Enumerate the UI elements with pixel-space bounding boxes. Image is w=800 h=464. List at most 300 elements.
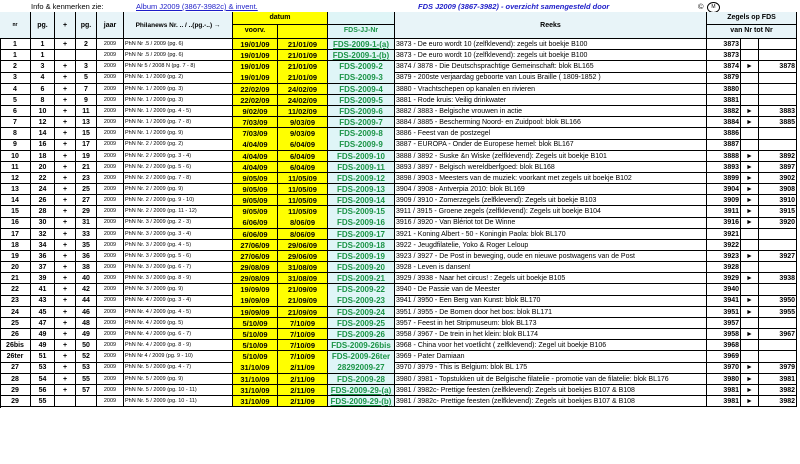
cell-phn: PhN Nr. 2 / 2009 (pg. 11 - 12) (124, 206, 233, 217)
cell-tot: 3938 (759, 273, 797, 284)
cell-reeks: 3921 - Koning Albert - 50 - Koningin Paola: blok BL170 (395, 229, 707, 240)
cell-fds: FDS-2009-6 (328, 106, 395, 117)
cell-pg2: 42 (76, 284, 97, 295)
cell-jaar: 2009 (97, 84, 124, 95)
header-pg2: pg. (76, 12, 97, 39)
cell-van: 3904 (707, 184, 741, 195)
cell-arrow: ► (741, 206, 759, 217)
table-row (0, 173, 1, 174)
cell-fds: FDS-2009-4 (328, 84, 395, 95)
cell-arrow: ► (741, 396, 759, 407)
cell-pg: 55 (31, 396, 55, 407)
cell-tot (759, 284, 797, 295)
cell-arrow: ► (741, 151, 759, 162)
cell-pg: 1 (31, 50, 55, 61)
cell-pg2: 9 (76, 95, 97, 106)
cell-arrow: ► (741, 362, 759, 373)
cell-plus: + (55, 351, 76, 362)
cell-jaar: 2009 (97, 195, 124, 206)
cell-pg: 22 (31, 173, 55, 184)
cell-fds: FDS-2009-29-(b) (328, 396, 395, 407)
table-row (0, 72, 1, 73)
cell-dag: 31/08/09 (278, 273, 328, 284)
cell-voorv: 5/10/09 (233, 351, 278, 362)
table-row (0, 340, 1, 341)
cell-nr: 14 (0, 195, 31, 206)
cell-phn: PhN Nr 4 / 2009 (pg. 9 - 10) (124, 351, 233, 362)
table-row (0, 251, 1, 252)
cell-plus: + (55, 117, 76, 128)
cell-pg2: 19 (76, 151, 97, 162)
cell-van: 3928 (707, 262, 741, 273)
cell-van: 3957 (707, 318, 741, 329)
cell-fds: FDS-2009-16 (328, 217, 395, 228)
cell-pg2: 55 (76, 374, 97, 385)
cell-pg2: 7 (76, 84, 97, 95)
cell-pg2: 50 (76, 340, 97, 351)
cell-nr: 1 (0, 50, 31, 61)
cell-reeks: 3898 / 3903 - Meesters van de muziek: voorkant met zegels uit boekje B102 (395, 173, 707, 184)
cell-jaar: 2009 (97, 240, 124, 251)
cell-arrow (741, 229, 759, 240)
cell-nr: 23 (0, 295, 31, 306)
cell-plus: + (55, 318, 76, 329)
cell-nr: 19 (0, 251, 31, 262)
cell-jaar: 2009 (97, 385, 124, 396)
cell-reeks: 3911 / 3915 - Groene zegels (zelfklevend): Zegels uit boekje B104 (395, 206, 707, 217)
cell-pg: 4 (31, 72, 55, 83)
cell-pg2: 27 (76, 195, 97, 206)
cell-plus: + (55, 95, 76, 106)
cell-voorv: 9/05/09 (233, 195, 278, 206)
cell-van: 3893 (707, 162, 741, 173)
cell-dag: 8/06/09 (278, 229, 328, 240)
cell-van: 3909 (707, 195, 741, 206)
cell-van: 3968 (707, 340, 741, 351)
cell-pg2: 33 (76, 229, 97, 240)
cell-fds: FDS-2009-7 (328, 117, 395, 128)
cell-nr: 8 (0, 128, 31, 139)
cell-van: 3882 (707, 106, 741, 117)
cell-tot: 3878 (759, 61, 797, 72)
table-row (0, 307, 1, 308)
cell-dag: 21/09/09 (278, 307, 328, 318)
cell-tot (759, 128, 797, 139)
cell-voorv: 9/02/09 (233, 106, 278, 117)
cell-voorv: 5/10/09 (233, 340, 278, 351)
cell-dag: 21/01/09 (278, 61, 328, 72)
cell-pg2: 52 (76, 351, 97, 362)
table-row (0, 50, 1, 51)
cell-phn: PhN Nr. 2 / 2009 (pg. 3 - 4) (124, 151, 233, 162)
cell-voorv: 6/06/09 (233, 229, 278, 240)
cell-tot: 3979 (759, 362, 797, 373)
cell-dag: 7/10/09 (278, 318, 328, 329)
cell-jaar: 2009 (97, 273, 124, 284)
cell-reeks: 3957 - Feest in het Stripmuseum: blok BL173 (395, 318, 707, 329)
cell-plus: + (55, 240, 76, 251)
cell-fds: FDS-2009-22 (328, 284, 395, 295)
cell-arrow (741, 84, 759, 95)
cell-tot: 3910 (759, 195, 797, 206)
cell-plus: + (55, 106, 76, 117)
table-row (0, 195, 1, 196)
cell-tot (759, 39, 797, 50)
cell-plus: + (55, 162, 76, 173)
cell-tot (759, 84, 797, 95)
cell-jaar: 2009 (97, 50, 124, 61)
cell-nr: 1 (0, 39, 31, 50)
cell-plus: + (55, 217, 76, 228)
cell-voorv: 22/02/09 (233, 84, 278, 95)
cell-arrow (741, 50, 759, 61)
cell-dag: 11/02/09 (278, 106, 328, 117)
cell-jaar: 2009 (97, 206, 124, 217)
table-row (0, 240, 1, 241)
cell-arrow (741, 240, 759, 251)
cell-reeks: 3880 - Vrachtschepen op kanalen en rivieren (395, 84, 707, 95)
cell-tot: 3981 (759, 374, 797, 385)
cell-reeks: 3879 - 200ste verjaardag geboorte van Louis Braille ( 1809-1852 ) (395, 72, 707, 83)
cell-fds: FDS-2009-23 (328, 295, 395, 306)
cell-voorv: 19/09/09 (233, 307, 278, 318)
table-row (0, 284, 1, 285)
cell-voorv: 22/02/09 (233, 95, 278, 106)
table-row (0, 318, 1, 319)
cell-dag: 6/04/09 (278, 151, 328, 162)
cell-pg: 41 (31, 284, 55, 295)
cell-dag: 2/11/09 (278, 362, 328, 373)
cell-van: 3899 (707, 173, 741, 184)
cell-jaar: 2009 (97, 128, 124, 139)
cell-reeks: 3893 / 3897 - Belgisch wereldberfgoed: blok BL168 (395, 162, 707, 173)
table-row (0, 184, 1, 185)
cell-pg: 28 (31, 206, 55, 217)
cell-pg2: 11 (76, 106, 97, 117)
cell-fds: 28292009-27 (328, 362, 395, 373)
cell-plus: + (55, 307, 76, 318)
table-row (0, 273, 1, 274)
cell-pg: 37 (31, 262, 55, 273)
cell-voorv: 9/05/09 (233, 206, 278, 217)
cell-pg: 56 (31, 385, 55, 396)
table-row (0, 362, 1, 363)
cell-phn: PhN Nr. 3 / 2009 (pg. 9) (124, 284, 233, 295)
cell-phn: PhN Nr. 4 / 2009 (pg. 6 - 7) (124, 329, 233, 340)
table-row (0, 206, 1, 207)
cell-phn: PhN Nr. 1 / 2009 (pg. 7 - 8) (124, 117, 233, 128)
cell-van: 3886 (707, 128, 741, 139)
cell-jaar: 2009 (97, 374, 124, 385)
cell-plus: + (55, 340, 76, 351)
cell-pg: 10 (31, 106, 55, 117)
cell-van: 3951 (707, 307, 741, 318)
cell-pg2: 35 (76, 240, 97, 251)
cell-plus: + (55, 374, 76, 385)
cell-fds: FDS-2009-28 (328, 374, 395, 385)
cell-phn: PhN Nr. 1 / 2009 (pg. 4 - 5) (124, 106, 233, 117)
cell-voorv: 29/08/09 (233, 262, 278, 273)
cell-van: 3887 (707, 139, 741, 150)
cell-plus: + (55, 128, 76, 139)
cell-nr: 11 (0, 162, 31, 173)
cell-pg: 54 (31, 374, 55, 385)
cell-tot (759, 229, 797, 240)
cell-reeks: 3884 / 3885 - Bescherming Noord- en Zuidpool: blok BL166 (395, 117, 707, 128)
cell-tot (759, 50, 797, 61)
cell-pg2: 5 (76, 72, 97, 83)
cell-arrow (741, 340, 759, 351)
cell-nr: 13 (0, 184, 31, 195)
cell-jaar: 2009 (97, 217, 124, 228)
cell-reeks: 3904 / 3908 - Antverpia 2010: blok BL169 (395, 184, 707, 195)
table-row (0, 95, 1, 96)
cell-reeks: 3951 / 3955 - De Bomen door het bos: blok BL171 (395, 307, 707, 318)
cell-tot (759, 72, 797, 83)
cell-tot: 3883 (759, 106, 797, 117)
cell-dag: 11/05/09 (278, 173, 328, 184)
cell-fds: FDS-2009-20 (328, 262, 395, 273)
cell-jaar: 2009 (97, 95, 124, 106)
cell-jaar: 2009 (97, 229, 124, 240)
cell-reeks: 3909 / 3910 - Zomerzegels (zelfklevend): Zegels uit boekje B103 (395, 195, 707, 206)
cell-arrow: ► (741, 195, 759, 206)
cell-tot (759, 139, 797, 150)
cell-reeks: 3887 - EUROPA - Onder de Europese hemel: blok BL167 (395, 139, 707, 150)
cell-van: 3970 (707, 362, 741, 373)
cell-reeks: 3873 - De euro wordt 10 (zelfklevend): zegels uit boekje B100 (395, 50, 707, 61)
cell-phn: PhN Nr. 5 / 2009 (pg. 10 - 11) (124, 385, 233, 396)
cell-reeks: 3969 - Pater Damiaan (395, 351, 707, 362)
cell-dag: 24/02/09 (278, 95, 328, 106)
cell-pg: 47 (31, 318, 55, 329)
cell-fds: FDS-2009-25 (328, 318, 395, 329)
cell-voorv: 7/03/09 (233, 117, 278, 128)
cell-voorv: 19/01/09 (233, 50, 278, 61)
cell-arrow: ► (741, 295, 759, 306)
table-row (0, 151, 1, 152)
cell-pg: 16 (31, 139, 55, 150)
cell-pg2: 53 (76, 362, 97, 373)
cell-pg2: 25 (76, 184, 97, 195)
cell-pg2: 36 (76, 251, 97, 262)
table-row (0, 39, 1, 40)
table-row (0, 139, 1, 140)
cell-fds: FDS-2009-29-(a) (328, 385, 395, 396)
cell-van: 3929 (707, 273, 741, 284)
cell-phn: PhN Nr. 4 / 2009 (pg. 3 - 4) (124, 295, 233, 306)
cell-nr: 20 (0, 262, 31, 273)
cell-phn: PhN Nr .5 / 2009 (pg. 6) (124, 50, 233, 61)
cell-pg2: 21 (76, 162, 97, 173)
cell-plus: + (55, 362, 76, 373)
cell-pg: 30 (31, 217, 55, 228)
cell-arrow (741, 318, 759, 329)
cell-phn: PhN Nr. 3 / 2009 (pg. 6 - 7) (124, 262, 233, 273)
header-jaar: jaar (97, 12, 124, 39)
cell-pg: 43 (31, 295, 55, 306)
cell-pg: 26 (31, 195, 55, 206)
cell-pg2 (76, 50, 97, 61)
cell-pg2: 13 (76, 117, 97, 128)
cell-dag: 21/09/09 (278, 295, 328, 306)
sheet-title: FDS J2009 (3867-3982) - overzicht samengesteld door (418, 2, 610, 11)
cell-phn: PhN Nr. 3 / 2009 (pg. 8 - 9) (124, 273, 233, 284)
cell-pg2 (76, 396, 97, 407)
cell-jaar: 2009 (97, 396, 124, 407)
cell-plus: + (55, 61, 76, 72)
cell-pg2: 3 (76, 61, 97, 72)
cell-plus: + (55, 229, 76, 240)
cell-nr: 12 (0, 173, 31, 184)
cell-dag: 9/03/09 (278, 117, 328, 128)
cell-reeks: 3981 / 3982c- Prettige feesten (zelfklevend): Zegels uit boekjes B107 & B108 (395, 396, 707, 407)
cell-van: 3916 (707, 217, 741, 228)
cell-tot: 3982 (759, 385, 797, 396)
table-row (0, 329, 1, 330)
cell-tot: 3982 (759, 396, 797, 407)
cell-reeks: 3882 / 3883 - Belgische vrouwen in actie (395, 106, 707, 117)
cell-dag: 2/11/09 (278, 374, 328, 385)
cell-jaar: 2009 (97, 284, 124, 295)
cell-nr: 25 (0, 318, 31, 329)
cell-pg2: 23 (76, 173, 97, 184)
cell-voorv: 19/09/09 (233, 295, 278, 306)
cell-fds: FDS-2009-1-(a) (328, 39, 395, 50)
cell-jaar: 2009 (97, 307, 124, 318)
cell-jaar: 2009 (97, 139, 124, 150)
cell-tot (759, 240, 797, 251)
cell-plus: + (55, 329, 76, 340)
cell-jaar: 2009 (97, 106, 124, 117)
cell-arrow: ► (741, 117, 759, 128)
cell-arrow: ► (741, 329, 759, 340)
cell-tot (759, 318, 797, 329)
cell-fds: FDS-2009-8 (328, 128, 395, 139)
cell-tot (759, 262, 797, 273)
cell-fds: FDS-2009-1-(b) (328, 50, 395, 61)
cell-tot: 3950 (759, 295, 797, 306)
cell-voorv: 4/04/09 (233, 139, 278, 150)
cell-reeks: 3922 - Jeugdfilatelie, Yoko & Roger Leloup (395, 240, 707, 251)
header-plus: + (55, 12, 76, 39)
cell-arrow: ► (741, 61, 759, 72)
cell-plus: + (55, 84, 76, 95)
cell-nr: 17 (0, 229, 31, 240)
header-pg: pg. (31, 12, 55, 39)
cell-dag: 29/06/09 (278, 240, 328, 251)
cell-van: 3922 (707, 240, 741, 251)
cell-tot: 3927 (759, 251, 797, 262)
cell-nr: 26bis (0, 340, 31, 351)
cell-tot: 3915 (759, 206, 797, 217)
cell-phn: PhN Nr. 1 / 2009 (pg. 2) (124, 72, 233, 83)
cell-fds: FDS-2009-10 (328, 151, 395, 162)
cell-dag: 11/05/09 (278, 206, 328, 217)
cell-van: 3881 (707, 95, 741, 106)
cell-arrow (741, 128, 759, 139)
cell-arrow (741, 284, 759, 295)
cell-nr: 5 (0, 95, 31, 106)
copyright-mark: © (698, 2, 704, 11)
cell-reeks: 3929 / 3938 - Naar het circus! : Zegels uit boekje B105 (395, 273, 707, 284)
cell-voorv: 27/06/09 (233, 251, 278, 262)
cell-reeks: 3874 / 3878 - Die Deutschsprachtige Gemeinschaft: blok BL165 (395, 61, 707, 72)
cell-reeks: 3916 / 3920 - Van Blériot tot De Winne (395, 217, 707, 228)
cell-pg2: 2 (76, 39, 97, 50)
cell-pg2: 49 (76, 329, 97, 340)
cell-jaar: 2009 (97, 251, 124, 262)
cell-van: 3958 (707, 329, 741, 340)
cell-arrow: ► (741, 173, 759, 184)
cell-pg: 14 (31, 128, 55, 139)
cell-plus: + (55, 184, 76, 195)
cell-phn: PhN Nr. 3 / 2009 (pg. 4 - 5) (124, 240, 233, 251)
cell-plus: + (55, 39, 76, 50)
cell-jaar: 2009 (97, 340, 124, 351)
table-row (0, 385, 1, 386)
cell-van: 3940 (707, 284, 741, 295)
cell-plus: + (55, 139, 76, 150)
cell-dag: 11/05/09 (278, 195, 328, 206)
cell-jaar: 2009 (97, 173, 124, 184)
cell-arrow (741, 72, 759, 83)
cell-fds: FDS-2009-9 (328, 139, 395, 150)
cell-voorv: 6/06/09 (233, 217, 278, 228)
cell-reeks: 3881 - Rode kruis: Veilig drinkwater (395, 95, 707, 106)
cell-voorv: 29/08/09 (233, 273, 278, 284)
cell-jaar: 2009 (97, 329, 124, 340)
album-link[interactable]: Album J2009 (3867-3982c) & invent. (136, 2, 258, 11)
cell-fds: FDS-2009-13 (328, 184, 395, 195)
cell-jaar: 2009 (97, 39, 124, 50)
cell-fds: FDS-2009-12 (328, 173, 395, 184)
cell-arrow: ► (741, 251, 759, 262)
cell-voorv: 19/01/09 (233, 72, 278, 83)
cell-pg: 49 (31, 340, 55, 351)
cell-van: 3923 (707, 251, 741, 262)
cell-pg: 49 (31, 329, 55, 340)
cell-phn: PhN Nr. 5 / 2009 (pg. 10 - 11) (124, 396, 233, 407)
cell-dag: 21/01/09 (278, 50, 328, 61)
cell-tot: 3902 (759, 173, 797, 184)
cell-pg: 1 (31, 39, 55, 50)
table-row (0, 84, 1, 85)
header-fds: FDS-JJ-Nr (328, 25, 395, 39)
cell-reeks: 3958 / 3967 - De trein in het klein: blok BL174 (395, 329, 707, 340)
cell-voorv: 31/10/09 (233, 385, 278, 396)
cell-voorv: 27/06/09 (233, 240, 278, 251)
cell-plus: + (55, 295, 76, 306)
cell-jaar: 2009 (97, 117, 124, 128)
cell-phn: PhN Nr. 4 / 2009 (pg. 5) (124, 318, 233, 329)
cell-dag: 21/01/09 (278, 39, 328, 50)
cell-pg2: 40 (76, 273, 97, 284)
cell-tot: 3885 (759, 117, 797, 128)
cell-fds: FDS-2009-19 (328, 251, 395, 262)
cell-phn: PhN Nr. 1 / 2009 (pg. 3) (124, 95, 233, 106)
cell-dag: 6/04/09 (278, 139, 328, 150)
table-row (0, 117, 1, 118)
cell-nr: 22 (0, 284, 31, 295)
cell-pg2: 38 (76, 262, 97, 273)
table-row (0, 106, 1, 107)
cell-plus: + (55, 206, 76, 217)
cell-tot (759, 351, 797, 362)
cell-pg: 3 (31, 61, 55, 72)
cell-reeks: 3970 / 3979 - This is Belgium: blok BL 175 (395, 362, 707, 373)
cell-nr: 21 (0, 273, 31, 284)
